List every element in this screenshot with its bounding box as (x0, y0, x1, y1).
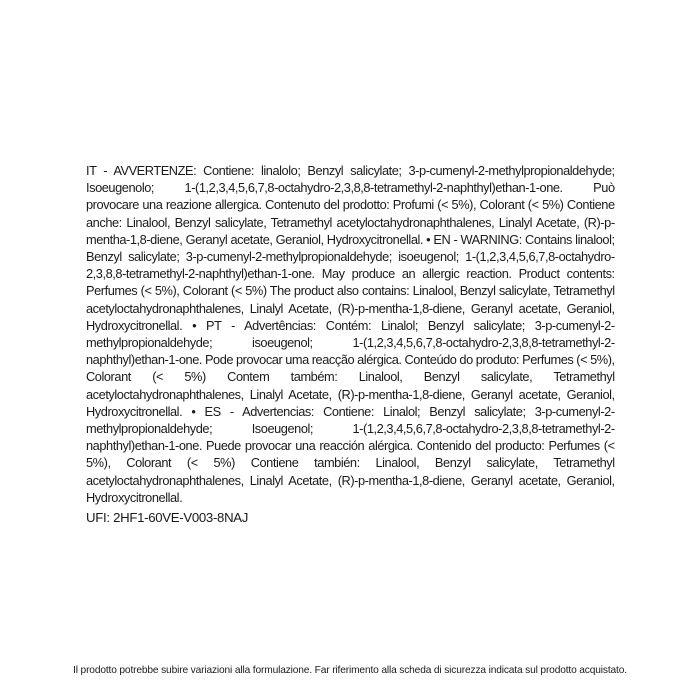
ingredients-warnings-text: IT - AVVERTENZE: Contiene: linalolo; Benzyl salicylate; 3-p-cumenyl-2-methylpropionaldehyde; Isoeugenolo; 1-(1,2,3,4,5,6,7,8-octahydro-2,3,8,8-tetramethyl-2-naphthyl)ethan-1-one. Può provocare una reazione allergica. Contenuto del prodotto: Profumi (< 5%), Colorant (< 5%) Contiene anche: Linalool, Benzyl salicylate, Tetramethyl acetyloctahydronaphthalenes, Linalyl Acetate, (R)-p-mentha-1,8-diene, Geranyl acetate, Geraniol, Hydroxycitronellal. • EN - WARNING: Contains linalool; Benzyl salicylate; 3-p-cumenyl-2-methylpropionaldehyde; isoeugenol; 1-(1,2,3,4,5,6,7,8-octahydro-2,3,8,8-tetramethyl-2-naphthyl)ethan-1-one. May produce an allergic reaction. Product contents: Perfumes (< 5%), Colorant (< 5%) The product also contains: Linalool, Benzyl salicylate, Tetramethyl acetyloctahydronaphthalenes, Linalyl Acetate, (R)-p-mentha-1,8-diene, Geranyl acetate, Geraniol, Hydroxycitronellal. • PT - Advertências: Contém: Linalol; Benzyl salicylate; 3-p-cumenyl-2-methylpropionaldehyde; isoeugenol; 1-(1,2,3,4,5,6,7,8-octahydro-2,3,8,8-tetramethyl-2-naphthyl)ethan-1-one. Pode provocar uma reacção alérgica. Conteúdo do produto: Perfumes (< 5%), Colorant (< 5%) Contem também: Linalool, Benzyl salicylate, Tetramethyl acetyloctahydronaphthalenes, Linalyl Acetate, (R)-p-mentha-1,8-diene, Geranyl acetate, Geraniol, Hydroxycitronellal. • ES - Advertencias: Contiene: Linalol; Benzyl salicylate; 3-p-cumenyl-2-methylpropionaldehyde; Isoeugenol; 1-(1,2,3,4,5,6,7,8-octahydro-2,3,8,8-tetramethyl-2-naphthyl)ethan-1-one. Puede provocar una reacción alérgica. Contenido del producto: Perfumes (< 5%), Colorant (< 5%) Contiene también: Linalool, Benzyl salicylate, Tetramethyl acetyloctahydronaphthalenes, Linalyl Acetate, (R)-p-mentha-1,8-diene, Geranyl acetate, Geraniol, Hydroxycitronellal. (86, 163, 615, 505)
formulation-disclaimer: Il prodotto potrebbe subire variazioni alla formulazione. Far riferimento alla scheda di sicurezza indicata sul prodotto acquistato. (73, 665, 627, 676)
ufi-code: UFI: 2HF1-60VE-V003-8NAJ (86, 510, 249, 526)
product-label-panel (86, 162, 615, 526)
